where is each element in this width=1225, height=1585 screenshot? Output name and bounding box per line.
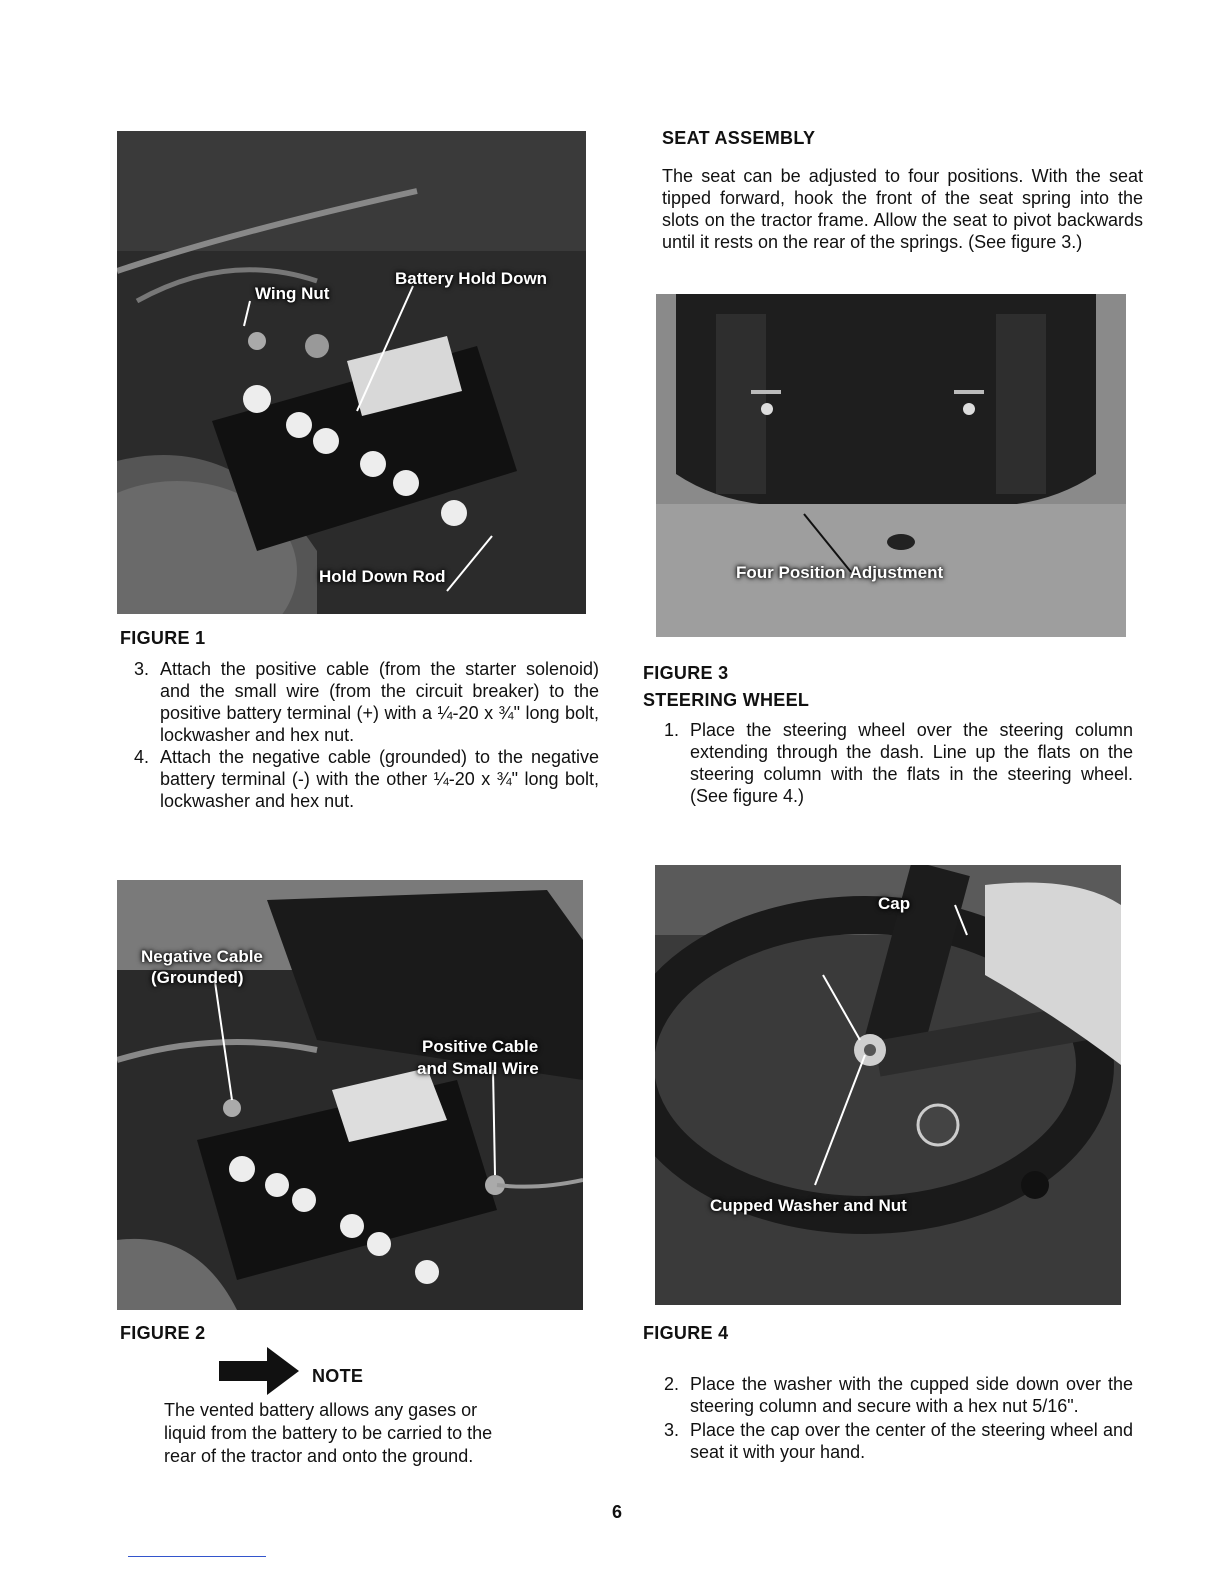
figure-4-caption: FIGURE 4: [643, 1323, 729, 1343]
step-text: Place the cap over the center of the steering wheel and seat it with your hand.: [690, 1420, 1133, 1462]
step-text: Place the washer with the cupped side down over the steering column and secure with a hex nut 5/16".: [690, 1374, 1133, 1416]
step-text: Place the steering wheel over the steering column extending through the dash. Line up the flats on the steering column with the flats in the steering wheel. (See figure 4.): [690, 720, 1133, 806]
positive-cable-line-1: Positive Cable: [422, 1037, 539, 1056]
negative-cable-line-1: Negative Cable: [141, 947, 263, 966]
step-number: 3.: [134, 659, 150, 679]
positive-cable-line-2: and Small Wire: [417, 1059, 539, 1078]
positive-cable-label: [417, 1036, 539, 1080]
left-steps-list: [120, 658, 599, 812]
figure-2-photo: [117, 880, 583, 1310]
steering-steps-list: [650, 719, 1133, 807]
cupped-washer-label: Cupped Washer and Nut: [710, 1196, 907, 1215]
list-item: [650, 719, 1133, 807]
figure-4-photo: [655, 865, 1121, 1305]
battery-illustration: [117, 131, 586, 614]
seat-illustration: [656, 294, 1126, 637]
list-item: [120, 746, 599, 812]
figure-1-caption: FIGURE 1: [120, 628, 206, 648]
figure-3-photo: [656, 294, 1126, 637]
figure-2-caption: FIGURE 2: [120, 1323, 206, 1343]
seat-assembly-heading: SEAT ASSEMBLY: [662, 128, 816, 148]
note-arrow-icon: [219, 1347, 299, 1395]
negative-cable-line-2: (Grounded): [151, 968, 244, 987]
step-number: 4.: [134, 747, 150, 767]
negative-cable-label: [141, 946, 263, 988]
cable-illustration: [117, 880, 583, 1310]
battery-hold-down-label: Battery Hold Down: [395, 269, 548, 288]
bottom-rule: [128, 1556, 266, 1557]
step-number: 2.: [664, 1374, 680, 1394]
step-number: 3.: [664, 1420, 680, 1440]
seat-assembly-text: The seat can be adjusted to four positions. With the seat tipped forward, hook the front of the seat spring into the slots on the tractor frame. Allow the seat to pivot backwards until it rests on the rear of the springs. (See figure 3.): [662, 166, 1143, 252]
list-item: [120, 658, 599, 746]
note-title: NOTE: [312, 1366, 364, 1386]
step-text: Attach the negative cable (grounded) to the negative battery terminal (-) with the other ¼-20 x ¾" long bolt, lockwasher and hex nut.: [160, 747, 599, 811]
four-position-label: Four Position Adjustment: [736, 563, 944, 582]
steering-wheel-heading: STEERING WHEEL: [643, 690, 810, 710]
step-number: 1.: [664, 720, 680, 740]
list-item: [650, 1419, 1133, 1463]
figure-3-caption: FIGURE 3: [643, 663, 729, 683]
page-number: 6: [612, 1502, 623, 1522]
figure-1-photo: [117, 131, 586, 614]
hold-down-rod-label: Hold Down Rod: [319, 567, 446, 586]
wing-nut-label: Wing Nut: [255, 284, 330, 303]
steering-illustration: [655, 865, 1121, 1305]
note-text: The vented battery allows any gases or liquid from the battery to be carried to the rear of the tractor and onto the ground.: [164, 1400, 493, 1466]
list-item: [650, 1373, 1133, 1417]
cap-label: Cap: [878, 894, 911, 913]
right-steps-list: [650, 1373, 1133, 1463]
step-text: Attach the positive cable (from the starter solenoid) and the small wire (from the circuit breaker) to the positive battery terminal (+) with a ¼-20 x ¾" long bolt, lockwasher and hex nut.: [160, 659, 599, 745]
